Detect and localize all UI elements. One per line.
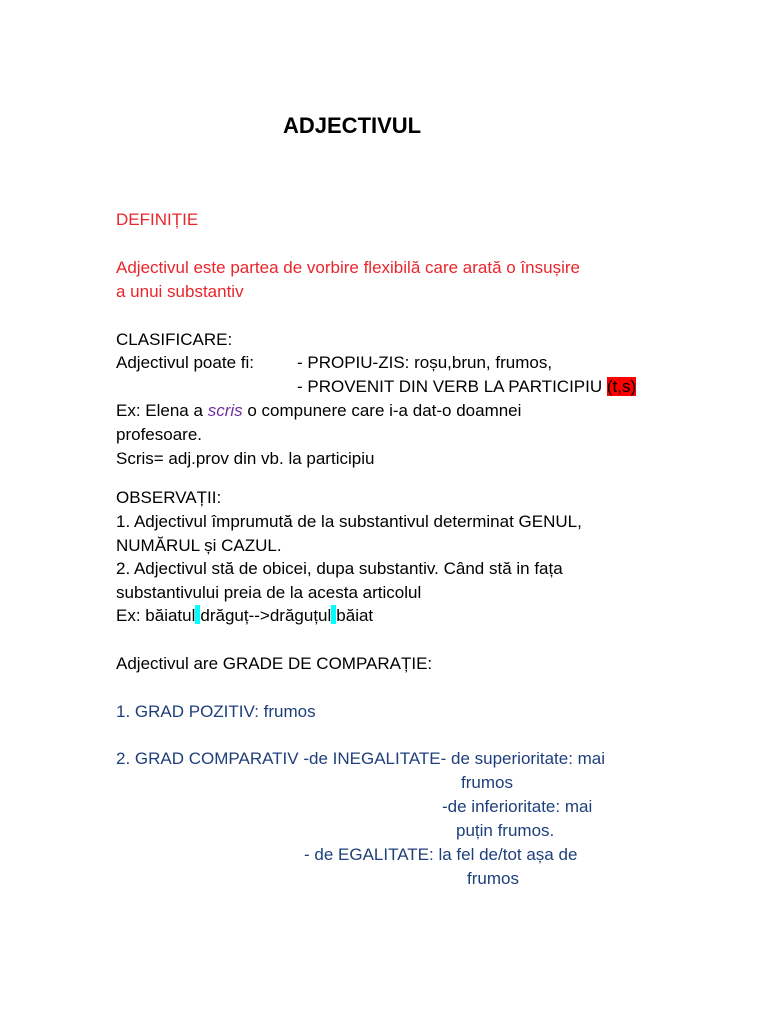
observatii-item2-line2: substantivului preia de la acesta articolul [116, 583, 422, 602]
example-part-a: Ex: băiatul [116, 606, 196, 625]
example-part-b: drăguț-->drăguțul [200, 606, 332, 625]
provenit-tag-highlight: (t,s) [606, 377, 637, 396]
definitie-text-line2: a unui substantiv [116, 282, 244, 301]
grade-intro: Adjectivul are GRADE DE COMPARAȚIE: [116, 654, 433, 673]
grad-comparativ: 2. GRAD COMPARATIV -de INEGALITATE- de superioritate: mai [116, 749, 606, 768]
observatii-item1-line1: 1. Adjectivul împrumută de la substantivul determinat GENUL, [116, 512, 582, 531]
clasificare-scris-note: Scris= adj.prov din vb. la participiu [116, 449, 375, 468]
superioritate-continuation: frumos [461, 773, 513, 792]
grad-pozitiv: 1. GRAD POZITIV: frumos [116, 702, 316, 721]
provenit-text: - PROVENIT DIN VERB LA PARTICIPIU [297, 377, 603, 396]
egalitate-continuation: frumos [467, 869, 519, 888]
page-title: ADJECTIVUL [283, 113, 422, 138]
observatii-example [116, 604, 373, 628]
example-suffix: o compunere care i-a dat-o doamnei [247, 401, 522, 420]
observatii-item2-line1: 2. Adjectivul stă de obicei, dupa substantiv. Când stă in fața [116, 559, 563, 578]
observatii-item1-line2: NUMĂRUL și CAZUL. [116, 536, 282, 555]
clasificare-heading: CLASIFICARE: [116, 330, 233, 349]
example-word-scris: scris [207, 401, 243, 420]
clasificare-example-line2: profesoare. [116, 425, 202, 444]
clasificare-example-line1 [116, 399, 521, 423]
example-part-c: băiat [336, 606, 374, 625]
inferioritate-continuation: puțin frumos. [456, 821, 555, 840]
clasificare-propiu-zis: - PROPIU-ZIS: roșu,brun, frumos, [297, 353, 553, 372]
definitie-heading: DEFINIȚIE [116, 210, 199, 229]
definitie-text-line1: Adjectivul este partea de vorbire flexibilă care arată o însușire [116, 258, 580, 277]
grad-egalitate: - de EGALITATE: la fel de/tot așa de [304, 845, 578, 864]
grad-inferioritate: -de inferioritate: mai [442, 797, 593, 816]
observatii-heading: OBSERVAȚII: [116, 488, 222, 507]
example-prefix: Ex: Elena a [116, 401, 203, 420]
clasificare-provenit [297, 375, 636, 399]
clasificare-poate-fi: Adjectivul poate fi: [116, 353, 254, 372]
